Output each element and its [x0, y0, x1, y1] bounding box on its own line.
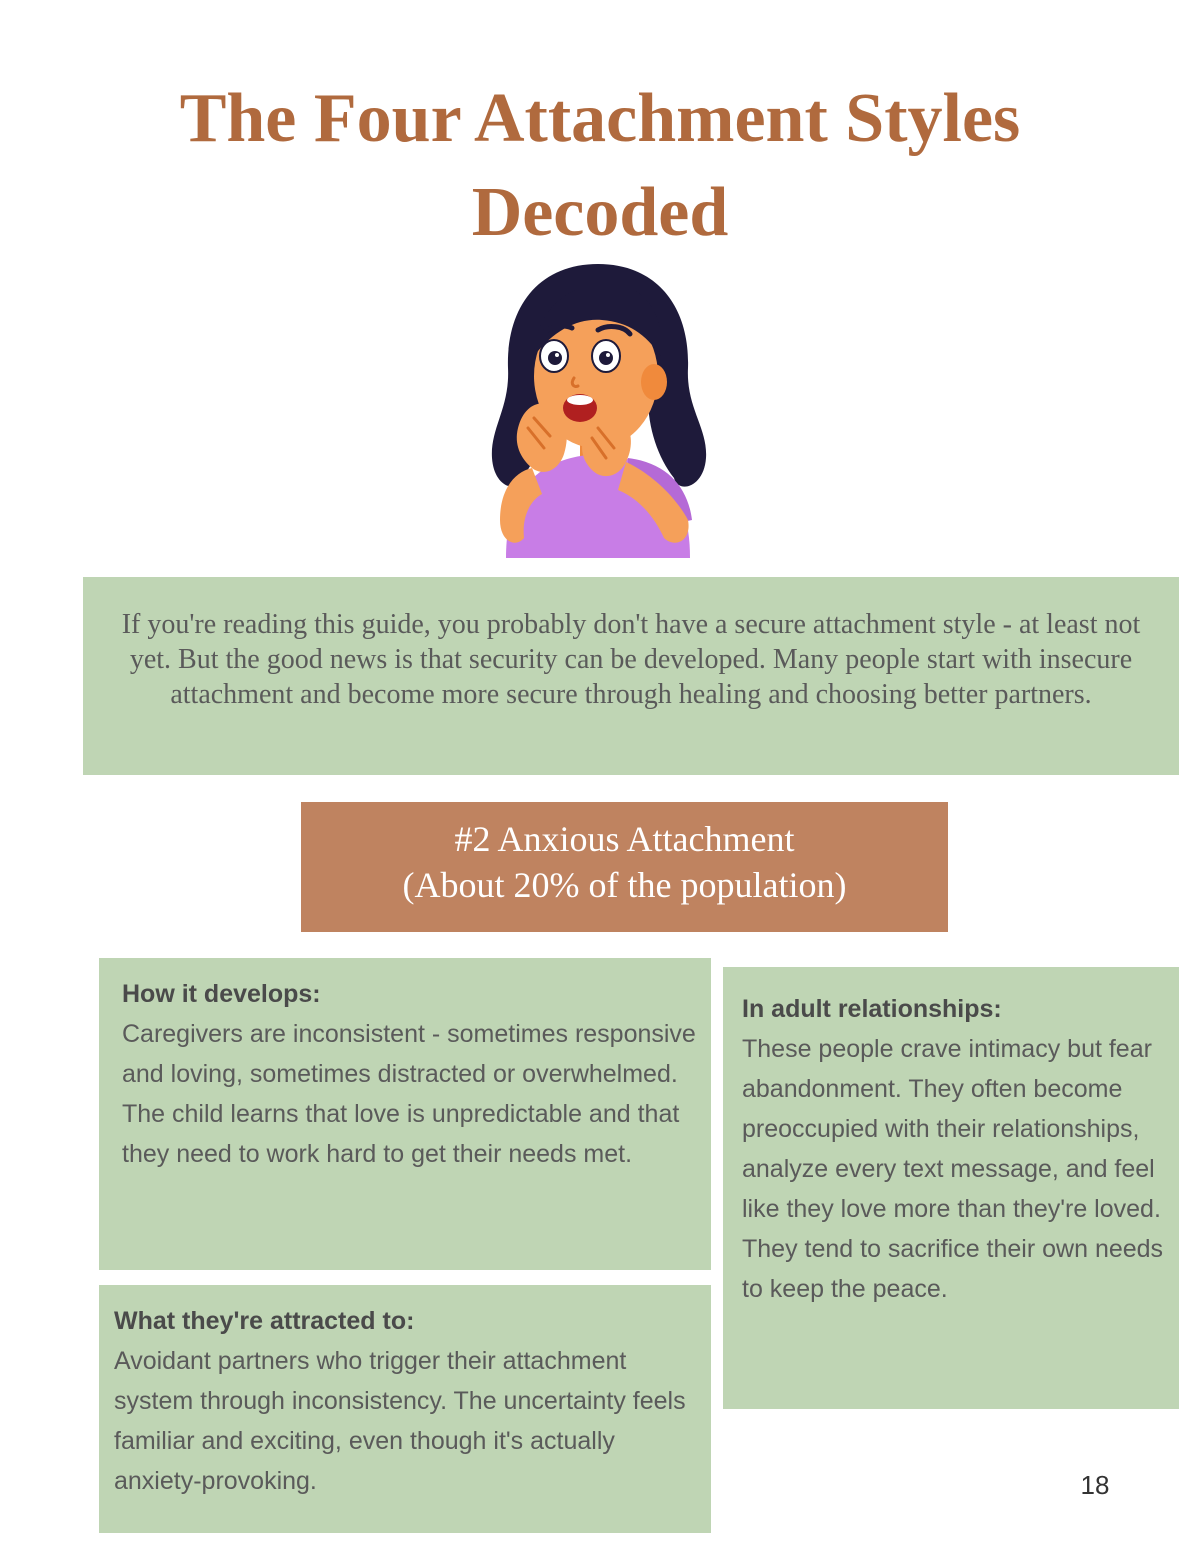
page-number: 18 [1080, 1470, 1110, 1500]
card-body: Avoidant partners who trigger their attachment system through inconsistency. The uncertainty feels familiar and exciting, even though it's actually anxiety-provoking. [114, 1347, 686, 1495]
section-heading-line-1: #2 Anxious Attachment [454, 819, 795, 859]
card-body: Caregivers are inconsistent - sometimes responsive and loving, sometimes distracted or overwhelmed. The child learns that love is unpredictable and that they need to work hard to get their needs met. [122, 1020, 696, 1168]
card-heading: How it develops: [122, 980, 321, 1008]
attracted-to-card [99, 1285, 711, 1533]
card-body: These people crave intimacy but fear abandonment. They often become preoccupied with their relationships, analyze every text message, and feel like they love more than they're loved. They tend to sacrifice their own needs to keep the peace. [742, 1035, 1164, 1303]
intro-text: If you're reading this guide, you probably don't have a secure attachment style - at least not yet. But the good news is that security can be developed. Many people start with insecure attachment and become more secure through healing and choosing better partners. [121, 609, 1141, 710]
card-heading: In adult relationships: [742, 995, 1002, 1023]
title-line-1: The Four Attachment Styles [179, 80, 1021, 157]
title-line-2: Decoded [471, 174, 729, 251]
intro-box [83, 577, 1179, 775]
page-title [0, 72, 1200, 260]
section-heading [301, 802, 948, 932]
adult-relationships-card [723, 967, 1179, 1409]
how-it-develops-card [99, 958, 711, 1270]
section-heading-line-2: (About 20% of the population) [402, 865, 847, 905]
anxious-woman-biting-nails-icon [478, 258, 718, 558]
card-heading: What they're attracted to: [114, 1307, 415, 1335]
